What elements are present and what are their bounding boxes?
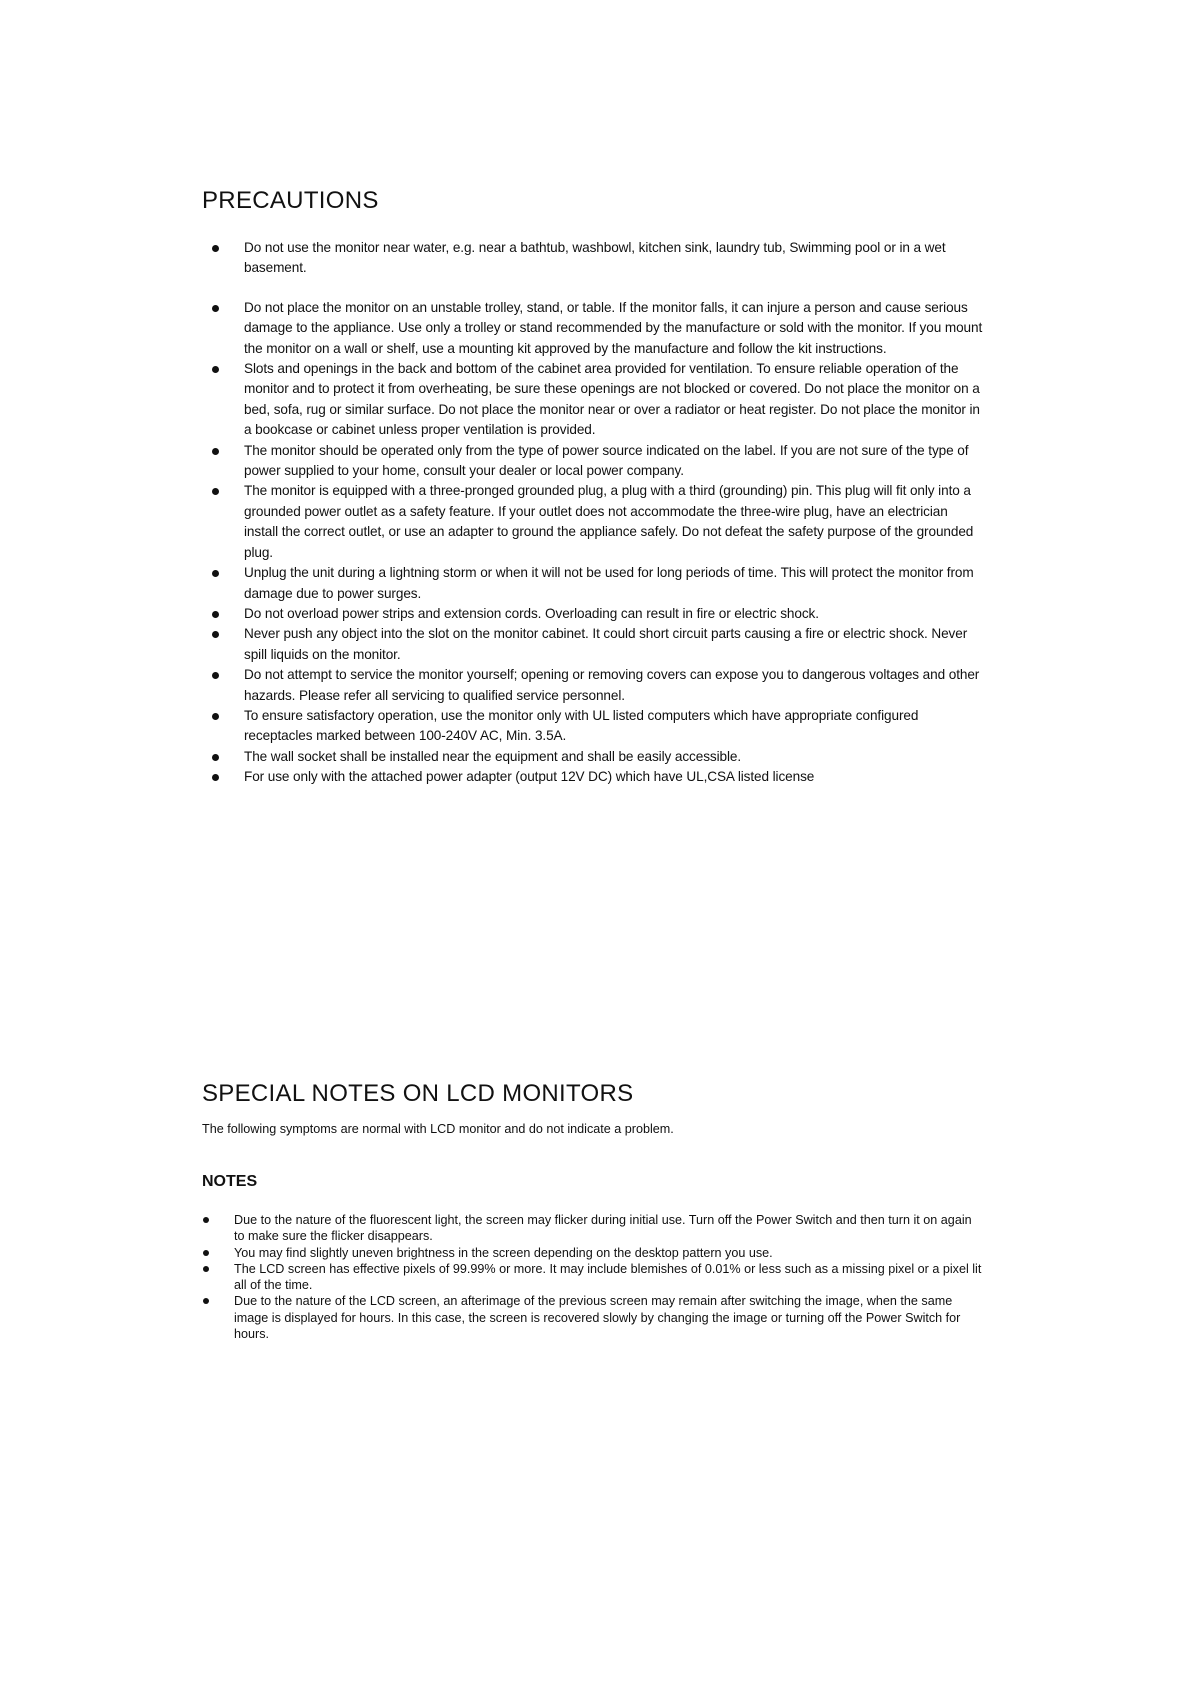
precaution-text: To ensure satisfactory operation, use the monitor only with UL listed computers which have appropriate configured receptacles marked between 100-240V AC, Min. 3.5A. (244, 707, 919, 744)
precaution-text: For use only with the attached power adapter (output 12V DC) which have UL,CSA listed license (244, 769, 815, 785)
bullet-icon (212, 448, 219, 455)
bullet-icon (212, 672, 219, 679)
note-text: Due to the nature of the fluorescent light, the screen may flicker during initial use. Turn off the Power Switch and then turn it on again to make sure the flicker disappears. (234, 1213, 972, 1244)
list-item (244, 238, 984, 279)
bullet-icon (212, 366, 219, 373)
precaution-text: Do not overload power strips and extension cords. Overloading can result in fire or electric shock. (244, 605, 819, 621)
list-item (244, 298, 984, 359)
bullet-icon (212, 611, 219, 618)
bullet-icon (203, 1217, 209, 1223)
special-notes-title: SPECIAL NOTES ON LCD MONITORS (202, 1080, 634, 1107)
precautions-list (244, 238, 984, 788)
list-item (244, 747, 984, 767)
bullet-icon (203, 1266, 209, 1272)
notes-list (234, 1212, 984, 1342)
bullet-icon (212, 245, 219, 252)
precautions-title: PRECAUTIONS (202, 187, 379, 214)
notes-heading: NOTES (202, 1173, 258, 1190)
list-item (244, 359, 984, 441)
precaution-text: The monitor is equipped with a three-pronged grounded plug, a plug with a third (grounding) pin. This plug will fit only into a grounded power outlet as a safety feature. If your outlet does not accommodate the three-wire plug, have an electrician install the correct outlet, or use an adapter to ground the appliance safely. Do not defeat the safety purpose of the grounded plug. (244, 483, 974, 560)
bullet-icon (212, 754, 219, 761)
bullet-icon (212, 488, 219, 495)
bullet-icon (212, 713, 219, 720)
list-item (244, 563, 984, 604)
list-item (244, 767, 984, 787)
list-item (244, 604, 984, 624)
note-text: The LCD screen has effective pixels of 99.99% or more. It may include blemishes of 0.01% or less such as a missing pixel or a pixel lit all of the time. (234, 1261, 982, 1293)
list-item (234, 1212, 984, 1245)
precaution-text: Do not place the monitor on an unstable trolley, stand, or table. If the monitor falls, it can injure a person and cause serious damage to the appliance. Use only a trolley or stand recommended by the manufacture or sold with the monitor. If you mount the monitor on a wall or shelf, use a mounting kit approved by the manufacture and follow the kit instructions. (244, 299, 983, 356)
bullet-icon (212, 305, 219, 312)
note-text: You may find slightly uneven brightness in the screen depending on the desktop pattern you use. (234, 1245, 773, 1260)
bullet-icon (203, 1250, 209, 1256)
precaution-text: The monitor should be operated only from the type of power source indicated on the label. If you are not sure of the type of power supplied to your home, consult your dealer or local power company. (244, 442, 969, 479)
list-item (234, 1245, 984, 1261)
precaution-text: The wall socket shall be installed near the equipment and shall be easily accessible. (244, 748, 742, 764)
bullet-icon (203, 1298, 209, 1304)
precaution-text: Never push any object into the slot on the monitor cabinet. It could short circuit parts causing a fire or electric shock. Never spill liquids on the monitor. (244, 626, 968, 662)
note-text: Due to the nature of the LCD screen, an afterimage of the previous screen may remain after switching the image, when the same image is displayed for hours. In this case, the screen is recovered slowly by changing the image or turning off the Power Switch for hours. (234, 1294, 961, 1342)
bullet-icon (212, 570, 219, 577)
precaution-text: Do not attempt to service the monitor yourself; opening or removing covers can expose you to dangerous voltages and other hazards. Please refer all servicing to qualified service personnel. (244, 667, 980, 703)
list-item (244, 624, 984, 665)
list-item (244, 441, 984, 482)
precaution-text: Do not use the monitor near water, e.g. near a bathtub, washbowl, kitchen sink, laundry tub, Swimming pool or in a wet basement. (244, 240, 946, 276)
bullet-icon (212, 631, 219, 638)
precaution-text: Slots and openings in the back and bottom of the cabinet area provided for ventilation. To ensure reliable operation of the monitor and to protect it from overheating, be sure these openings are not blocked or covered. Do not place the monitor on a bed, sofa, rug or similar surface. Do not place the monitor near or over a radiator or heat register. Do not place the monitor in a bookcase or cabinet unless proper ventilation is provided. (244, 361, 980, 438)
list-item (234, 1293, 984, 1342)
list-item (244, 706, 984, 747)
precaution-text: Unplug the unit during a lightning storm or when it will not be used for long periods of time. This will protect the monitor from damage due to power surges. (244, 565, 974, 601)
list-item (234, 1261, 984, 1294)
bullet-icon (212, 774, 219, 781)
list-item (244, 481, 984, 563)
list-item (244, 665, 984, 706)
special-notes-intro: The following symptoms are normal with LCD monitor and do not indicate a problem. (202, 1122, 674, 1136)
